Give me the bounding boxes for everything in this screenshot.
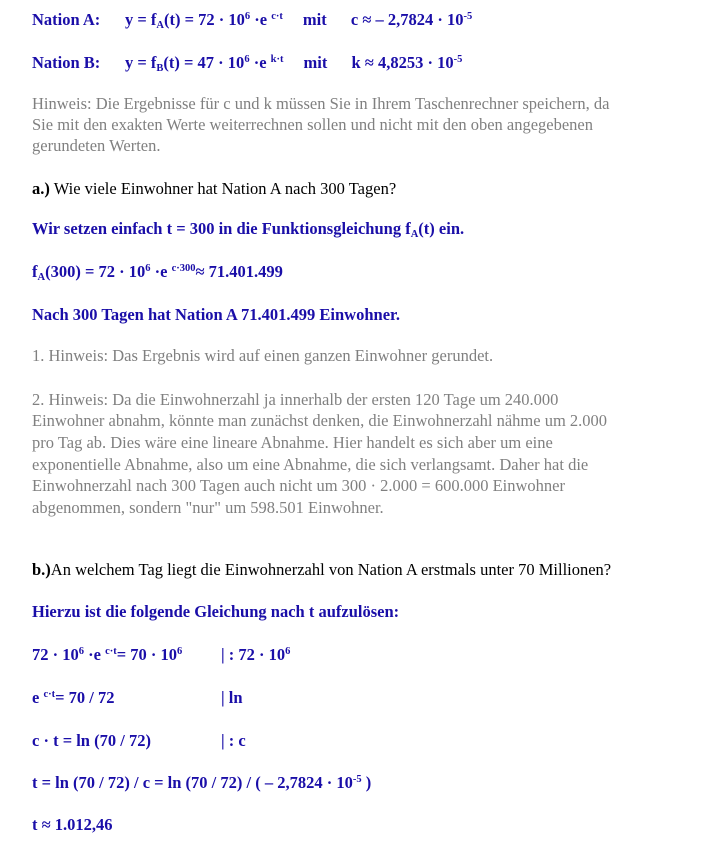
hint-a-2-line-3: pro Tag ab. Dies wäre eine lineare Abnahme. Hier handelt es sich aber um eine	[32, 433, 553, 452]
equation-b-3	[32, 730, 246, 752]
calc-a	[32, 261, 283, 283]
nation-a-formula	[32, 9, 472, 31]
nation-a-e-exp: c·t	[271, 11, 283, 22]
calc-a-exp: c·300	[171, 263, 196, 274]
hint-a-2-line-2: Einwohner abnahm, könnte man zunächst denken, die Einwohnerzahl nähme um 2.000	[32, 411, 608, 430]
hint-a-1: 1. Hinweis: Das Ergebnis wird auf einen ganzen Einwohner gerundet.	[32, 346, 494, 365]
nation-b-e-exp: k·t	[270, 54, 284, 65]
eq2-b: = 70 / 72	[55, 688, 115, 707]
nation-b-e: ·e	[249, 53, 271, 72]
nation-a-f: y = f	[125, 10, 157, 29]
hint-line-1: Hinweis: Die Ergebnisse für c und k müssen Sie in Ihrem Taschenrechner speichern, da	[32, 94, 610, 113]
eq1-a: 72 · 10	[32, 645, 79, 664]
nation-a-e: ·e	[250, 10, 272, 29]
eq2-a: e	[32, 688, 44, 707]
eq2-operation: | ln	[221, 688, 243, 707]
question-b-prefix: b.)	[32, 560, 51, 579]
calc-a-result: ≈ 71.401.499	[195, 262, 283, 281]
hint-a-2-line-4: exponentielle Abnahme, also um eine Abnahme, die sich verlangsamt. Daher hat die	[32, 455, 589, 474]
calc-a-e: ·e	[150, 262, 172, 281]
nation-b-sub: B	[156, 63, 164, 74]
eq1-c: = 70 · 10	[116, 645, 178, 664]
hint-a-2-line-1: 2. Hinweis: Da die Einwohnerzahl ja innerhalb der ersten 120 Tage um 240.000	[32, 390, 559, 409]
eq1-c-pow: 6	[177, 646, 183, 657]
step-a-1-text: Wir setzen einfach t = 300 in die Funktionsgleichung f	[32, 219, 411, 238]
step-a-1-sub: A	[410, 229, 419, 240]
nation-b-f-post: (t) = 47 · 10	[163, 53, 245, 72]
equation-b-1	[32, 644, 290, 666]
nation-a-sub: A	[156, 20, 164, 31]
nation-a-const-exp: -5	[463, 11, 473, 22]
answer-a: Nach 300 Tagen hat Nation A 71.401.499 Einwohner.	[32, 305, 400, 324]
question-a-text: Wie viele Einwohner hat Nation A nach 300 Tagen?	[49, 179, 397, 198]
hint-line-2: Sie mit den exakten Werte weiterrechnen sollen und nicht mit den oben angegebenen	[32, 115, 594, 134]
eq1-a-pow: 6	[78, 646, 85, 657]
nation-a-const: c ≈ – 2,7824 · 10	[350, 10, 464, 29]
eq1-b-exp: c·t	[105, 646, 117, 657]
calc-a-pow: 6	[145, 263, 151, 274]
nation-b-const-exp: -5	[453, 54, 463, 65]
eq1-op-pow: 6	[285, 646, 291, 657]
step-a-1	[32, 218, 464, 240]
hint-line-3: gerundeten Werten.	[32, 136, 161, 155]
eq4-b: )	[361, 773, 372, 792]
nation-a-f-post: (t) = 72 · 10	[164, 10, 245, 29]
result-b: t ≈ 1.012,46	[32, 815, 113, 834]
question-b-text: An welchem Tag liegt die Einwohnerzahl von Nation A erstmals unter 70 Millionen?	[50, 560, 612, 579]
eq4-a-exp: -5	[352, 774, 362, 785]
equation-b-2	[32, 687, 243, 709]
nation-b-formula	[32, 52, 462, 74]
eq1-operation: | : 72 · 10	[221, 645, 286, 664]
eq1-b: ·e	[84, 645, 106, 664]
calc-a-f: f	[32, 262, 38, 281]
hint-a-2-line-5: Einwohnerzahl nach 300 Tagen auch nicht um 300 · 2.000 = 600.000 Einwohner	[32, 476, 565, 495]
hint-a-2-line-6: abgenommen, sondern "nur" um 598.501 Einwohner.	[32, 498, 384, 517]
question-a	[32, 178, 396, 200]
nation-b-pow: 6	[244, 54, 250, 65]
nation-b-f: y = f	[125, 53, 157, 72]
nation-a-pow: 6	[244, 11, 251, 22]
nation-a-label: Nation A:	[32, 10, 101, 29]
calc-a-sub: A	[37, 272, 46, 283]
eq3-operation: | : c	[221, 731, 246, 750]
nation-b-label: Nation B:	[32, 53, 101, 72]
eq3-a: c · t = ln (70 / 72)	[32, 731, 151, 750]
eq2-a-exp: c·t	[43, 689, 56, 700]
step-b-intro: Hierzu ist die folgende Gleichung nach t aufzulösen:	[32, 602, 400, 621]
equation-b-4	[32, 772, 371, 794]
eq4-a: t = ln (70 / 72) / c = ln (70 / 72) / ( – 2,7824 · 10	[32, 773, 353, 792]
question-b	[32, 559, 611, 581]
nation-a-mit: mit	[302, 10, 327, 29]
nation-b-mit: mit	[303, 53, 328, 72]
question-a-prefix: a.)	[32, 179, 50, 198]
nation-b-const: k ≈ 4,8253 · 10	[351, 53, 454, 72]
step-a-1-post: (t) ein.	[418, 219, 465, 238]
calc-a-mid: (300) = 72 · 10	[45, 262, 146, 281]
